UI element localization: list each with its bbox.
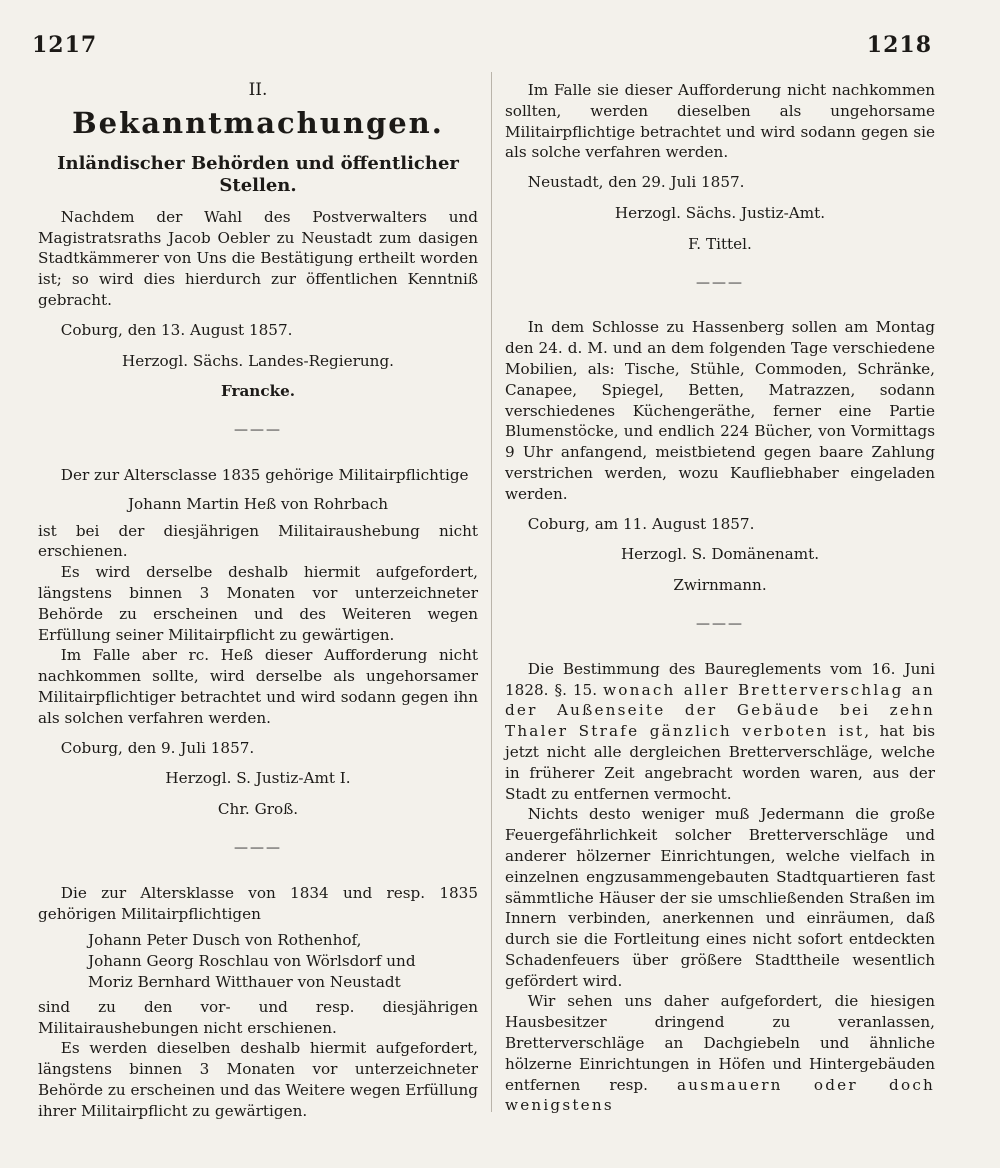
notice-auction	[505, 317, 935, 596]
notice-paragraph	[505, 659, 935, 805]
notice-place-date: Coburg, den 9. Juli 1857.	[60, 738, 255, 757]
notice-authority: Herzogl. Sächs. Landes-Regierung.	[122, 351, 394, 370]
paragraph-lead: Die Bestimmung des Baureglements vom 16. Juni 1828. §. 15.	[505, 659, 935, 699]
notice-authority: Herzogl. S. Justiz-Amt I.	[165, 769, 351, 788]
notice-body: sind zu den vor- und resp. diesjährigen Militairaushebungen nicht erschienen.	[38, 997, 478, 1037]
separator-line: ———	[696, 615, 744, 632]
notice-person-name: Johann Martin Heß von Rohrbach	[127, 494, 389, 513]
notice-military-hess	[38, 465, 478, 820]
paragraph-emphasis: ausmauern oder doch wenigstens	[505, 1075, 936, 1115]
notice-intro: Die zur Altersklasse von 1834 und resp. 1835 gehörigen Militairpflichtigen	[38, 883, 478, 923]
notice-signature: F. Tittel.	[688, 234, 752, 253]
left-column	[38, 80, 478, 1121]
right-column	[505, 80, 935, 1116]
section-number: II.	[248, 80, 268, 100]
notice-military-group	[38, 883, 478, 1122]
column-divider	[491, 72, 492, 1112]
person-name: Johann Georg Roschlau von Wörlsdorf und	[88, 952, 416, 971]
section-subtitle: Inländischer Behörden und öffentlicher Stellen.	[57, 152, 459, 196]
notice-place-date: Coburg, den 13. August 1857.	[60, 320, 293, 339]
notice-body: In dem Schlosse zu Hassenberg sollen am Montag den 24. d. M. und an dem folgenden Tage verschiedene Mobilien, als: Tische, Stühle, Commoden, Schränke, Canapee, Spiegel, Betten, Matrazzen, sodann verschiedenes Küchengeräthe, ferner eine Partie Blumenstöcke, und endlich 224 Bücher, von Vormittags 9 Uhr anfangend, meistbietend gegen baare Zahlung verstrichen werden, wozu Kaufliebhaber eingeladen werden.	[505, 318, 935, 503]
person-name: Moriz Bernhard Witthauer von Neustadt	[88, 972, 401, 991]
section-title: Bekanntmachungen.	[72, 105, 444, 140]
notice-appointment	[38, 207, 478, 402]
separator-line: ———	[234, 839, 282, 856]
notice-signature: Chr. Groß.	[217, 800, 299, 819]
notice-body: ist bei der diesjährigen Militairaushebung nicht erschienen.	[38, 521, 478, 561]
notice-body: Es wird derselbe deshalb hiermit aufgefordert, längstens binnen 3 Monaten vor unterzeichneter Behörde zu erscheinen und des Weiteren wegen Erfüllung seiner Militairpflicht zu gewärtigen.	[38, 563, 478, 644]
separator-line: ———	[234, 422, 282, 439]
notice-body: Es werden dieselben deshalb hiermit aufgefordert, längstens binnen 3 Monaten vor unterzeichneter Behörde zu erscheinen und das Weitere wegen Erfüllung ihrer Militairpflicht zu gewärtigen.	[38, 1039, 478, 1120]
page-number-right: 1218	[866, 32, 932, 58]
notice-intro: Der zur Altersclasse 1835 gehörige Militairpflichtige	[60, 465, 469, 484]
notice-body: Im Falle sie dieser Aufforderung nicht nachkommen sollten, werden dieselben als ungehorsame Militairpflichtige betrachtet und wird sodann gegen sie als solche verfahren werden.	[505, 81, 935, 162]
notice-body: Nachdem der Wahl des Postverwalters und Magistratsraths Jacob Oebler zu Neustadt zum dasigen Stadtkämmerer von Uns die Bestätigung ertheilt worden ist; so wird dies hierdurch zur öffentlichen Kenntniß gebracht.	[38, 207, 478, 309]
page-number-left: 1217	[32, 32, 98, 58]
paragraph-lead: Wir sehen uns daher aufgefordert, die hiesigen Hausbesitzer dringend zu veranlassen, Bretterverschläge an Dachgiebeln und ähnliche hölzerne Einrichtungen in Höfen und Hintergebäuden entfernen resp.	[505, 992, 935, 1094]
notice-paragraph	[505, 991, 935, 1116]
separator-line: ———	[696, 274, 744, 291]
notice-person-list	[38, 930, 478, 992]
notice-paragraph: Nichts desto weniger muß Jedermann die große Feuergefährlichkeit solcher Bretterverschläge und anderer hölzerner Einrichtungen, welche vielfach in einzelnen engzusammengebauten Stadtquartieren fast sämmtliche Häuser der sie umschließenden Straßen im Innern verbinden, anerkennen und einräumen, daß durch sie die Fortleitung eines nicht sofort entdeckten Schadenfeuers über größere Stadttheile wesentlich gefördert wird.	[505, 805, 935, 990]
notice-authority: Herzogl. S. Domänenamt.	[620, 545, 820, 564]
notice-authority: Herzogl. Sächs. Justiz-Amt.	[614, 203, 826, 222]
paragraph-emphasis: wonach aller Bretterverschlag an der Außenseite der Gebäude bei zehn Thaler Strafe gänzlich verboten ist,	[505, 680, 935, 741]
notice-body: Im Falle aber rc. Heß dieser Aufforderung nicht nachkommen sollte, wird derselbe als ungehorsamer Militairpflichtiger betrachtet und wird sodann gegen ihn als solchen verfahren werden.	[38, 646, 478, 727]
notice-place-date: Neustadt, den 29. Juli 1857.	[527, 173, 745, 192]
notice-building-regulation	[505, 659, 935, 1117]
notice-signature: Francke.	[220, 382, 296, 401]
person-name: Johann Peter Dusch von Rothenhof,	[88, 931, 362, 950]
notice-signature: Zwirnmann.	[673, 576, 767, 595]
notice-military-group-continued	[505, 80, 935, 255]
paragraph-rest: hat bis jetzt nicht alle dergleichen Bretterverschläge, welche in früherer Zeit angebracht worden waren, aus der Stadt zu entfernen vermocht.	[505, 722, 935, 803]
notice-place-date: Coburg, am 11. August 1857.	[527, 514, 755, 533]
